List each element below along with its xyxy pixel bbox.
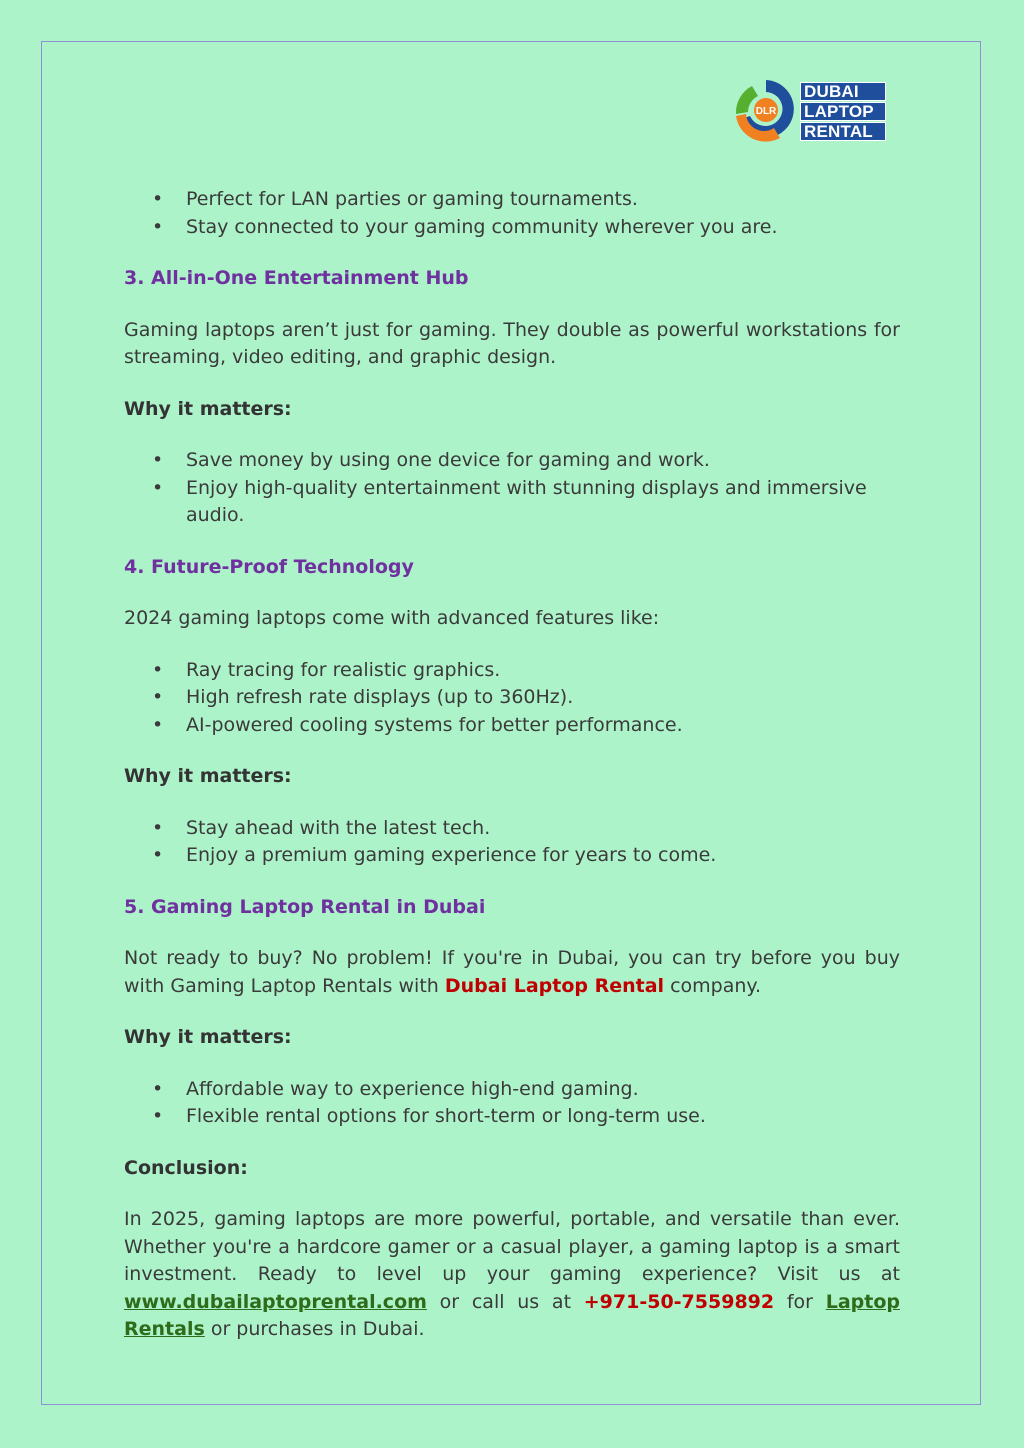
- section5-why-label: Why it matters:: [124, 1026, 292, 1048]
- laptop-rentals-link[interactable]: Laptop Rentals: [124, 1290, 900, 1340]
- section3-bullet-list: [124, 447, 900, 530]
- section4-paragraph: 2024 gaming laptops come with advanced features like:: [124, 607, 660, 629]
- list-item: • Enjoy high-quality entertainment with stunning displays and immersive audio.: [124, 475, 900, 530]
- website-link[interactable]: www.dubailaptoprental.com: [124, 1290, 427, 1313]
- conclusion-text-3: for: [774, 1290, 826, 1313]
- list-item: • AI-powered cooling systems for better performance.: [124, 712, 900, 740]
- list-item: • Stay ahead with the latest tech.: [124, 815, 900, 843]
- conclusion-paragraph: [124, 1206, 900, 1344]
- list-item: • Perfect for LAN parties or gaming tournaments.: [124, 186, 900, 214]
- logo-word-rental: RENTAL: [800, 122, 886, 141]
- logo-word-dubai: DUBAI: [800, 82, 886, 101]
- section2-bullet-list: [124, 186, 900, 241]
- section3-paragraph: Gaming laptops aren’t just for gaming. They double as powerful workstations for streaming, video editing, and graphic design.: [124, 318, 900, 368]
- section4-why-label: Why it matters:: [124, 765, 292, 787]
- section5-paragraph: [124, 945, 900, 1000]
- list-item: • Ray tracing for realistic graphics.: [124, 657, 900, 685]
- conclusion-text-2: or call us at: [426, 1290, 584, 1313]
- list-item: • High refresh rate displays (up to 360Hz).: [124, 684, 900, 712]
- list-item: • Affordable way to experience high-end gaming.: [124, 1076, 900, 1104]
- list-item: • Flexible rental options for short-term or long-term use.: [124, 1103, 900, 1131]
- conclusion-heading: Conclusion:: [124, 1156, 248, 1179]
- list-item: • Stay connected to your gaming community wherever you are.: [124, 214, 900, 242]
- dubai-laptop-rental-logo[interactable]: [730, 76, 890, 142]
- logo-word-laptop: LAPTOP: [800, 102, 886, 121]
- section3-why-label: Why it matters:: [124, 397, 292, 420]
- section5-bullet-list: [124, 1076, 900, 1131]
- conclusion-text-1: In 2025, gaming laptops are more powerful, portable, and versatile than ever. Whether you're a hardcore gamer or a casual player, a gaming laptop is a smart investment. Ready to level up your gaming experience? Visit us at: [124, 1208, 900, 1285]
- conclusion-text-4: or purchases in Dubai.: [204, 1318, 425, 1340]
- brand-name: Dubai Laptop Rental: [444, 974, 665, 997]
- logo-mark-icon: [730, 76, 802, 142]
- list-item: • Save money by using one device for gaming and work.: [124, 447, 900, 475]
- section3-heading: 3. All-in-One Entertainment Hub: [124, 267, 469, 289]
- section5-text-before: Not ready to buy? No problem! If you're in Dubai, you can try before you buy with Gaming Laptop Rentals with: [124, 947, 900, 997]
- logo-badge: DLR: [755, 106, 777, 117]
- section4-bullet-list: [124, 815, 900, 870]
- list-item: • Enjoy a premium gaming experience for years to come.: [124, 842, 900, 870]
- section5-heading: 5. Gaming Laptop Rental in Dubai: [124, 895, 486, 918]
- section4-heading: 4. Future-Proof Technology: [124, 555, 414, 578]
- phone-number[interactable]: +971-50-7559892: [583, 1290, 775, 1313]
- document-body: [124, 186, 900, 1344]
- section5-text-after: company.: [664, 974, 761, 997]
- section4-feature-list: [124, 657, 900, 740]
